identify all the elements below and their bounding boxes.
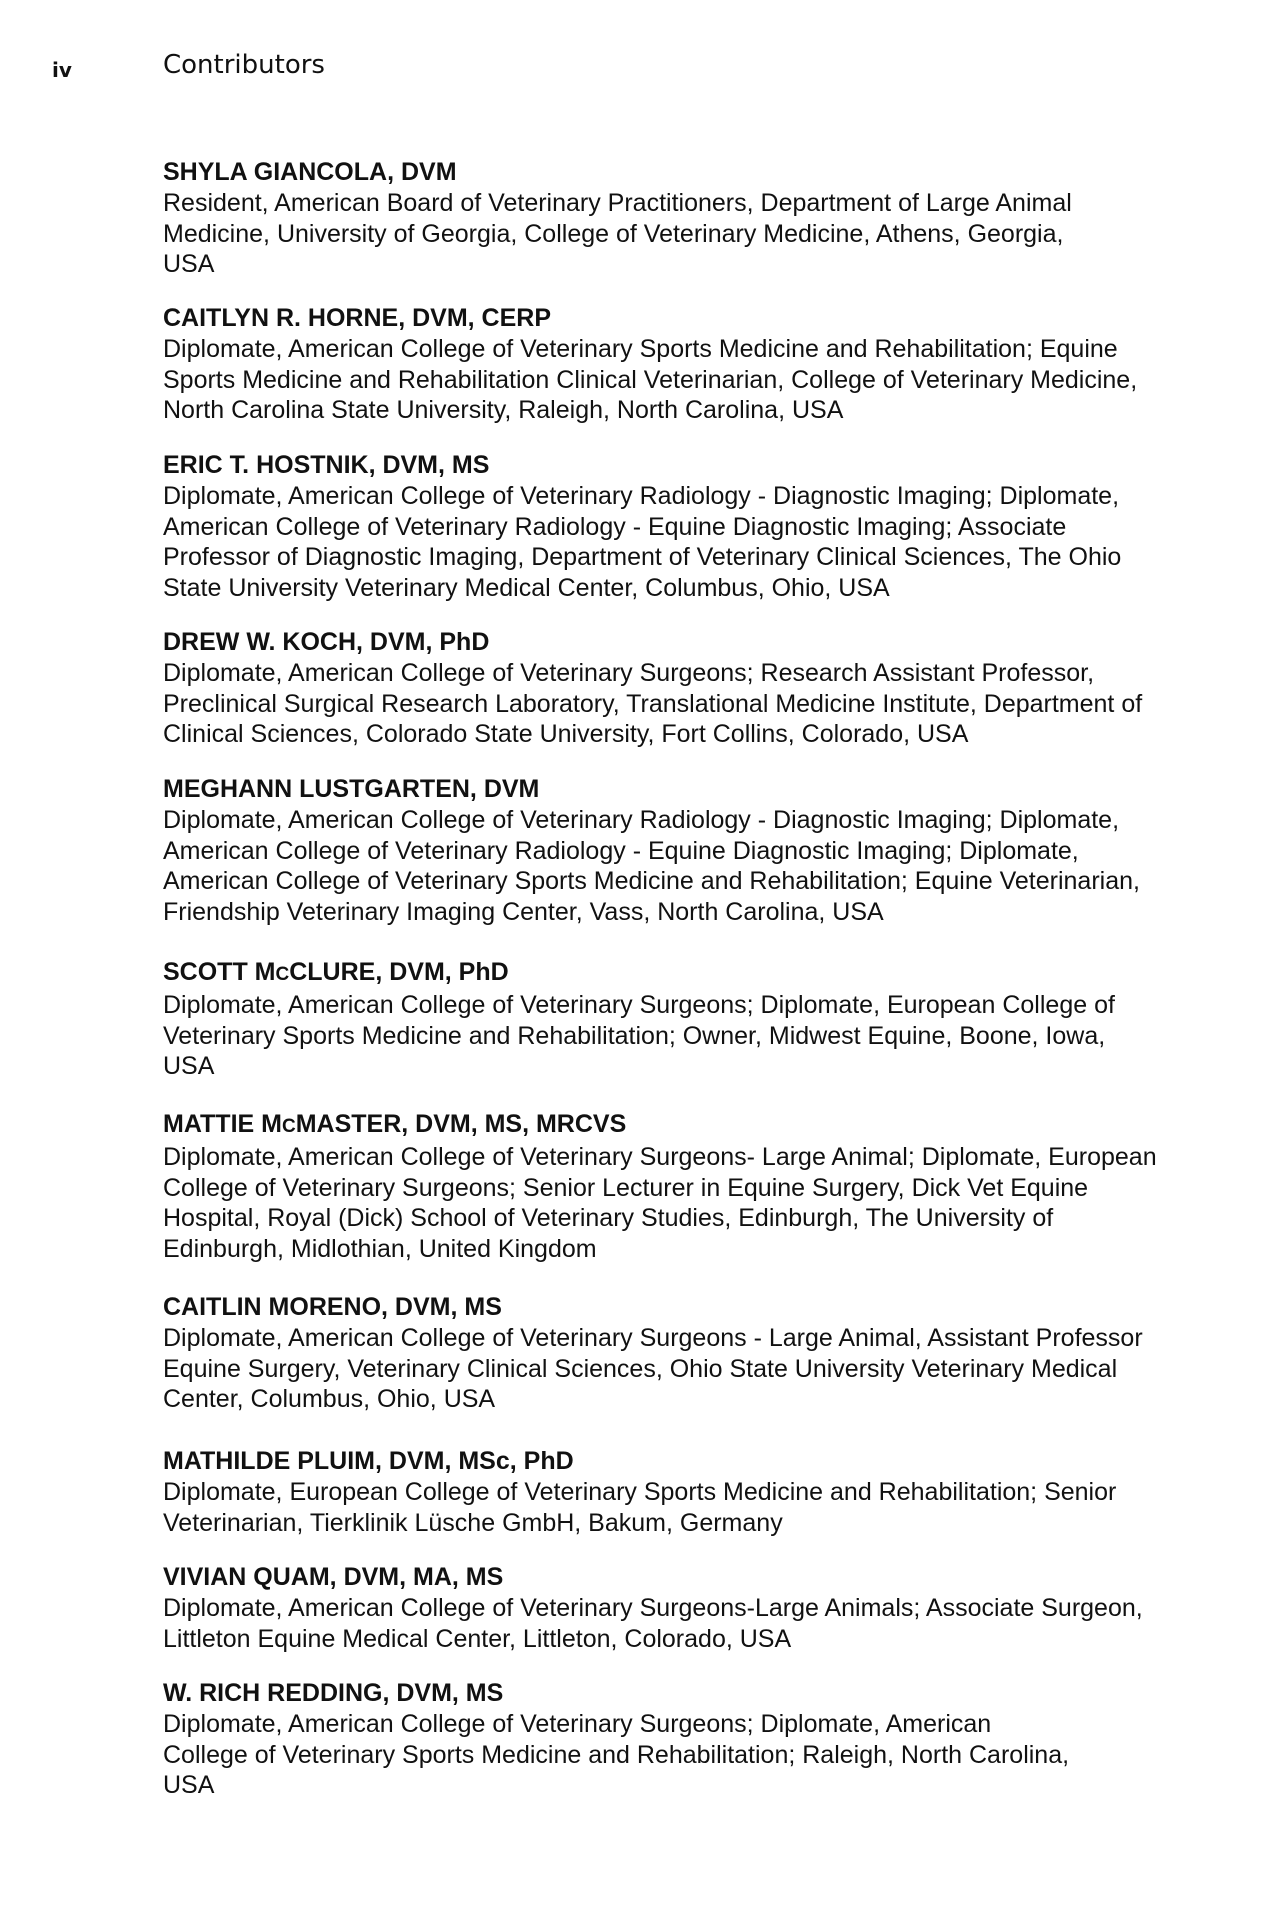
affiliation-line: Diplomate, European College of Veterinary Sports Medicine and Rehabilitation; Senior: [163, 1478, 1117, 1506]
affiliation-line: USA: [163, 1771, 215, 1800]
contributor-entry: [163, 1678, 1163, 1801]
contributor-entry: [163, 1446, 1163, 1538]
affiliation-line: Medicine, University of Georgia, College of Veterinary Medicine, Athens, Georgia,: [163, 219, 1064, 248]
affiliation-line: American College of Veterinary Radiology - Equine Diagnostic Imaging; Diplomate,: [163, 836, 1079, 865]
affiliation-line: Littleton Equine Medical Center, Littleton, Colorado, USA: [163, 1624, 792, 1653]
contributor-name: VIVIAN QUAM, DVM, MA, MS: [163, 1563, 504, 1591]
affiliation-line: USA: [163, 1052, 215, 1081]
contributor-entry: [163, 957, 1163, 1082]
affiliation-line: Clinical Sciences, Colorado State University, Fort Collins, Colorado, USA: [163, 720, 969, 749]
affiliation-line: Diplomate, American College of Veterinary Radiology - Diagnostic Imaging; Diplomate,: [163, 806, 1120, 834]
contributor-entry: [163, 627, 1163, 750]
affiliation-line: Sports Medicine and Rehabilitation Clinical Veterinarian, College of Veterinary Medicine,: [163, 365, 1138, 394]
affiliation-line: Veterinary Sports Medicine and Rehabilitation; Owner, Midwest Equine, Boone, Iowa,: [163, 1021, 1106, 1050]
contributor-affiliation: [163, 481, 1163, 604]
contributor-entry: [163, 1292, 1163, 1415]
contributor-entry: [163, 303, 1163, 426]
affiliation-line: Veterinarian, Tierklinik Lüsche GmbH, Bakum, Germany: [163, 1508, 783, 1537]
contributor-name: DREW W. KOCH, DVM, PhD: [163, 628, 490, 656]
affiliation-line: USA: [163, 250, 215, 279]
contributor-name: SHYLA GIANCOLA, DVM: [163, 158, 457, 186]
affiliation-line: Preclinical Surgical Research Laboratory, Translational Medicine Institute, Department of: [163, 689, 1143, 718]
contributor-name: CAITLIN MORENO, DVM, MS: [163, 1293, 502, 1321]
contributor-name: MEGHANN LUSTGARTEN, DVM: [163, 775, 540, 803]
affiliation-line: State University Veterinary Medical Center, Columbus, Ohio, USA: [163, 574, 890, 603]
affiliation-line: College of Veterinary Sports Medicine and Rehabilitation; Raleigh, North Carolina,: [163, 1740, 1070, 1769]
contributor-entry: [163, 450, 1163, 604]
affiliation-line: Edinburgh, Midlothian, United Kingdom: [163, 1235, 597, 1264]
affiliation-line: American College of Veterinary Radiology - Equine Diagnostic Imaging; Associate: [163, 512, 1067, 541]
contributor-name: CAITLYN R. HORNE, DVM, CERP: [163, 304, 552, 332]
contributor-name: SCOTT MCCLURE, DVM, PhD: [163, 958, 509, 986]
contributor-affiliation: [163, 334, 1163, 426]
contributor-affiliation: [163, 1709, 1163, 1801]
affiliation-line: Diplomate, American College of Veterinary Surgeons; Research Assistant Professor,: [163, 659, 1095, 687]
contributor-entry: [163, 1109, 1163, 1265]
contributor-entry: [163, 1562, 1163, 1654]
contributor-affiliation: [163, 805, 1163, 928]
affiliation-line: North Carolina State University, Raleigh, North Carolina, USA: [163, 396, 844, 425]
affiliation-line: Diplomate, American College of Veterinary Surgeons-Large Animals; Associate Surgeon,: [163, 1594, 1143, 1622]
contributor-name: W. RICH REDDING, DVM, MS: [163, 1679, 504, 1707]
contributor-affiliation: [163, 1323, 1163, 1415]
section-title: Contributors: [163, 50, 325, 80]
contributor-affiliation: [163, 990, 1163, 1082]
affiliation-line: Center, Columbus, Ohio, USA: [163, 1385, 496, 1414]
contributor-name: MATHILDE PLUIM, DVM, MSc, PhD: [163, 1447, 574, 1475]
affiliation-line: Diplomate, American College of Veterinary Radiology - Diagnostic Imaging; Diplomate,: [163, 482, 1120, 510]
affiliation-line: Equine Surgery, Veterinary Clinical Sciences, Ohio State University Veterinary Medical: [163, 1354, 1118, 1383]
affiliation-line: College of Veterinary Surgeons; Senior Lecturer in Equine Surgery, Dick Vet Equine: [163, 1173, 1089, 1202]
affiliation-line: Diplomate, American College of Veterinary Surgeons; Diplomate, European College of: [163, 991, 1115, 1019]
affiliation-line: Diplomate, American College of Veterinary Surgeons - Large Animal, Assistant Professor: [163, 1324, 1143, 1352]
affiliation-line: American College of Veterinary Sports Medicine and Rehabilitation; Equine Veterinarian,: [163, 867, 1140, 896]
contributor-affiliation: [163, 1142, 1163, 1265]
contributor-name: MATTIE MCMASTER, DVM, MS, MRCVS: [163, 1110, 627, 1138]
page-number: iv: [52, 58, 72, 82]
affiliation-line: Professor of Diagnostic Imaging, Department of Veterinary Clinical Sciences, The Ohio: [163, 543, 1122, 572]
contributor-affiliation: [163, 1593, 1163, 1654]
contributor-entry: [163, 157, 1163, 280]
affiliation-line: Diplomate, American College of Veterinary Sports Medicine and Rehabilitation; Equine: [163, 335, 1118, 363]
affiliation-line: Diplomate, American College of Veterinary Surgeons- Large Animal; Diplomate, European: [163, 1143, 1157, 1171]
running-head: [52, 50, 1152, 90]
affiliation-line: Resident, American Board of Veterinary Practitioners, Department of Large Animal: [163, 189, 1072, 217]
affiliation-line: Diplomate, American College of Veterinary Surgeons; Diplomate, American: [163, 1710, 992, 1738]
contributor-affiliation: [163, 658, 1163, 750]
contributor-entry: [163, 774, 1163, 928]
affiliation-line: Friendship Veterinary Imaging Center, Vass, North Carolina, USA: [163, 898, 884, 927]
contributor-name: ERIC T. HOSTNIK, DVM, MS: [163, 451, 490, 479]
contributor-affiliation: [163, 1477, 1163, 1538]
affiliation-line: Hospital, Royal (Dick) School of Veterinary Studies, Edinburgh, The University of: [163, 1204, 1054, 1233]
contributor-affiliation: [163, 188, 1163, 280]
